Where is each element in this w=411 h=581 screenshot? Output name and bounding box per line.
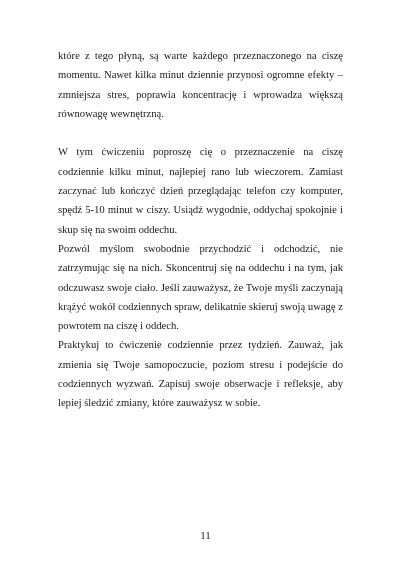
paragraph-exercise-description: W tym ćwiczeniu poproszę cię o przeznaczenie na ciszę codziennie kilku minut, najlepiej rano lub wieczorem. Zamiast zaczynać lub kończyć dzień przeglądając telefon czy komputer, spędź 5-10 minut w ciszy. Usiądź wygodnie, oddychaj spokojnie i skup się na swoim oddechu. <box>58 147 343 236</box>
body-text <box>58 47 343 414</box>
paragraph-thoughts: Pozwól myślom swobodnie przychodzić i odchodzić, nie zatrzymując się na nich. Skoncentruj się na oddechu i na tym, jak odczuwasz swoje ciało. Jeśli zauważysz, że Twoje myśli zaczynają krążyć wokół codziennych spraw, delikatnie skieruj swoją uwagę z powrotem na ciszę i oddech. <box>58 243 343 333</box>
paragraph-gap <box>58 124 343 143</box>
page-number: 11 <box>200 530 211 542</box>
paragraph-practice: Praktykuj to ćwiczenie codziennie przez tydzień. Zauważ, jak zmienia się Twoje samopoczucie, poziom stresu i podejście do codziennych wyzwań. Zapisuj swoje obserwacje i refleksje, aby lepiej śledzić zmiany, które zauważysz w sobie. <box>58 340 343 410</box>
paragraph-intro-continuation: które z tego płyną, są warte każdego przeznaczonego na ciszę momentu. Nawet kilka minut dziennie przynosi ogromne efekty – zmniejsza stres, poprawia koncentrację i wprowadza większą równowagę wewnętrzną. <box>58 51 343 120</box>
